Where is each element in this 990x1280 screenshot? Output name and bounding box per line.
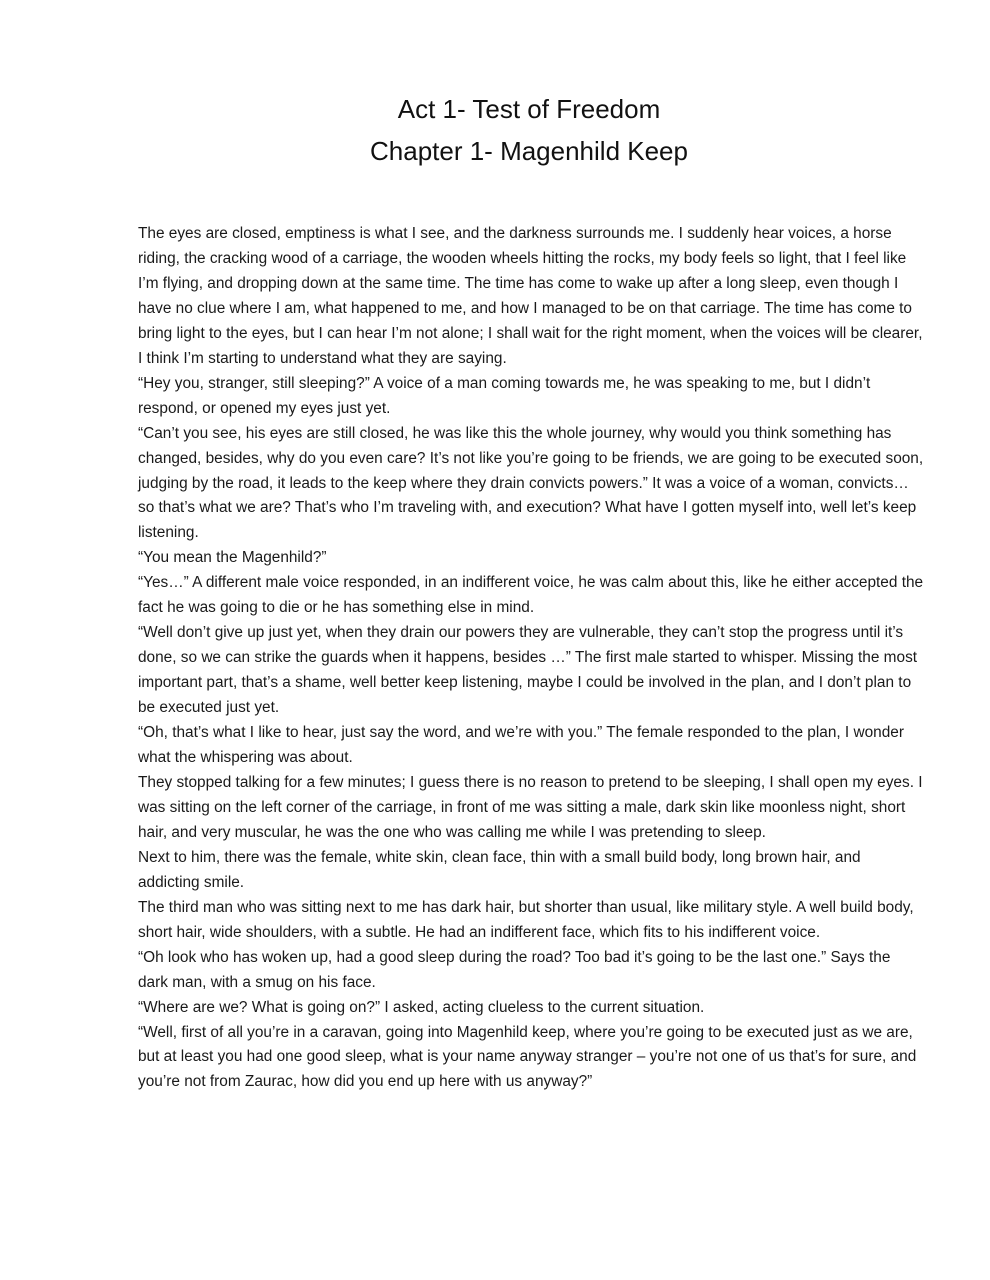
paragraph-13: “Well, first of all you’re in a caravan, going into Magenhild keep, where you’re going to be executed just as we are, but at least you had one good sleep, what is your name anyway stranger – you’re not one of us that’s for sure, and you’re not from Zaurac, how did you end up here with us anyway?” <box>138 1023 917 1091</box>
paragraph-6: “Well don’t give up just yet, when they drain our powers they are vulnerable, they can’t stop the progress until it’s done, so we can strike the guards when it happens, besides …” The first male started to whisper. Missing the most important part, that’s a shame, well better keep listening, maybe I could be involved in the plan, and I don’t plan to be executed just yet. <box>138 624 918 717</box>
title-block <box>0 88 990 172</box>
paragraph-11: “Oh look who has woken up, had a good sleep during the road? Too bad it’s going to be the last one.” Says the dark man, with a smug on his face. <box>138 948 891 991</box>
chapter-title: Chapter 1- Magenhild Keep <box>370 136 688 166</box>
paragraph-3: “Can’t you see, his eyes are still closed, he was like this the whole journey, why would you think something has changed, besides, why do you even care? It’s not like you’re going to be friends, we are going to be executed soon, judging by the road, it leads to the keep where they drain convicts powers.” It was a voice of a woman, convicts…so that’s what we are? That’s who I’m traveling with, and execution? What have I gotten myself into, well let’s keep listening. <box>138 424 924 542</box>
paragraph-12: “Where are we? What is going on?” I asked, acting clueless to the current situation. <box>138 998 705 1016</box>
chapter-body <box>138 222 924 1095</box>
paragraph-5: “Yes…” A different male voice responded, in an indifferent voice, he was calm about this, like he either accepted the fact he was going to die or he has something else in mind. <box>138 574 924 617</box>
paragraph-2: “Hey you, stranger, still sleeping?” A voice of a man coming towards me, he was speaking to me, but I didn’t respond, or opened my eyes just yet. <box>138 374 871 417</box>
paragraph-4: “You mean the Magenhild?” <box>138 549 327 567</box>
paragraph-1: The eyes are closed, emptiness is what I see, and the darkness surrounds me. I suddenly hear voices, a horse riding, the cracking wood of a carriage, the wooden wheels hitting the rocks, my body feels so light, that I feel like I’m flying, and dropping down at the same time. The time has come to wake up after a long sleep, even though I have no clue where I am, what happened to me, and how I managed to be on that carriage. The time has come to bring light to the eyes, but I can hear I’m not alone; I shall wait for the right moment, when the voices will be clearer, I think I’m starting to understand what they are saying. <box>138 225 923 367</box>
paragraph-7: “Oh, that’s what I like to hear, just say the word, and we’re with you.” The female responded to the plan, I wonder what the whispering was about. <box>138 724 904 767</box>
paragraph-10: The third man who was sitting next to me has dark hair, but shorter than usual, like military style. A well build body, short hair, wide shoulders, with a subtle. He had an indifferent face, which fits to his indifferent voice. <box>138 898 914 941</box>
paragraph-8: They stopped talking for a few minutes; I guess there is no reason to pretend to be sleeping, I shall open my eyes. I was sitting on the left corner of the carriage, in front of me was sitting a male, dark skin like moonless night, short hair, and very muscular, he was the one who was calling me while I was pretending to sleep. <box>138 773 923 841</box>
paragraph-9: Next to him, there was the female, white skin, clean face, thin with a small build body, long brown hair, and addicting smile. <box>138 848 861 891</box>
act-title: Act 1- Test of Freedom <box>397 94 661 124</box>
